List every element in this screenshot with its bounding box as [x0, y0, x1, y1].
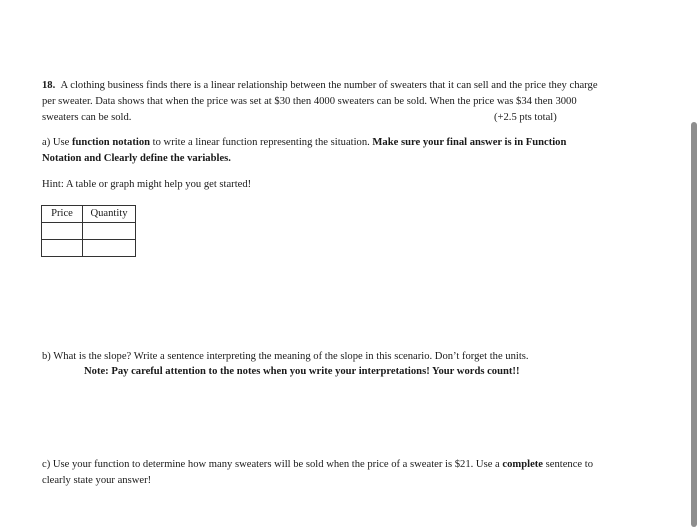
- points-label: (+2.5 pts total): [494, 112, 557, 123]
- table-row: [42, 223, 136, 240]
- part-a-bold-2: Make sure your final answer is in Function: [372, 137, 567, 148]
- part-a-middle: to write a linear function representing the situation.: [150, 137, 373, 148]
- vertical-scrollbar[interactable]: [691, 122, 697, 527]
- part-b: b) What is the slope? Write a sentence interpreting the meaning of the slope in this scenario. Don’t forget the units.: [42, 351, 529, 362]
- question-text-1: A clothing business finds there is a linear relationship between the number of sweaters that it can sell and the price they charge: [60, 80, 598, 91]
- question-line-1: [42, 78, 654, 94]
- part-b-note: Note: Pay careful attention to the notes when you write your interpretations! Your words count!!: [84, 366, 520, 377]
- question-18: [42, 78, 654, 126]
- part-c-bold: complete: [502, 459, 543, 470]
- table-header-price: Price: [42, 206, 83, 223]
- part-c-prefix: c) Use your function to determine how many sweaters will be sold when the price of a sweater is $21. Use a: [42, 459, 503, 470]
- table-row: [42, 240, 136, 257]
- table-header-quantity: Quantity: [83, 206, 136, 223]
- part-a-line-2: Notation and Clearly define the variables.: [42, 153, 231, 164]
- part-c-line-2: clearly state your answer!: [42, 475, 152, 486]
- table-cell[interactable]: [42, 223, 83, 240]
- table-cell[interactable]: [42, 240, 83, 257]
- part-a-line-1: [42, 135, 654, 151]
- part-a-bold-1: function notation: [72, 137, 151, 148]
- question-line-3: sweaters can be sold.: [42, 112, 132, 123]
- hint-text: Hint: A table or graph might help you get started!: [42, 179, 252, 190]
- part-a: [42, 135, 654, 167]
- part-a-prefix: a) Use: [42, 137, 73, 148]
- question-number: 18.: [42, 80, 56, 91]
- part-c-line-1: [42, 457, 593, 473]
- part-c: [42, 457, 593, 489]
- table-cell[interactable]: [83, 240, 136, 257]
- price-quantity-table: [41, 205, 136, 257]
- table-cell[interactable]: [83, 223, 136, 240]
- part-c-suffix: sentence to: [543, 459, 594, 470]
- question-line-2: per sweater. Data shows that when the price was set at $30 then 4000 sweaters can be sold. When the price was $34 then 3000: [42, 96, 577, 107]
- table-header-row: [42, 206, 136, 223]
